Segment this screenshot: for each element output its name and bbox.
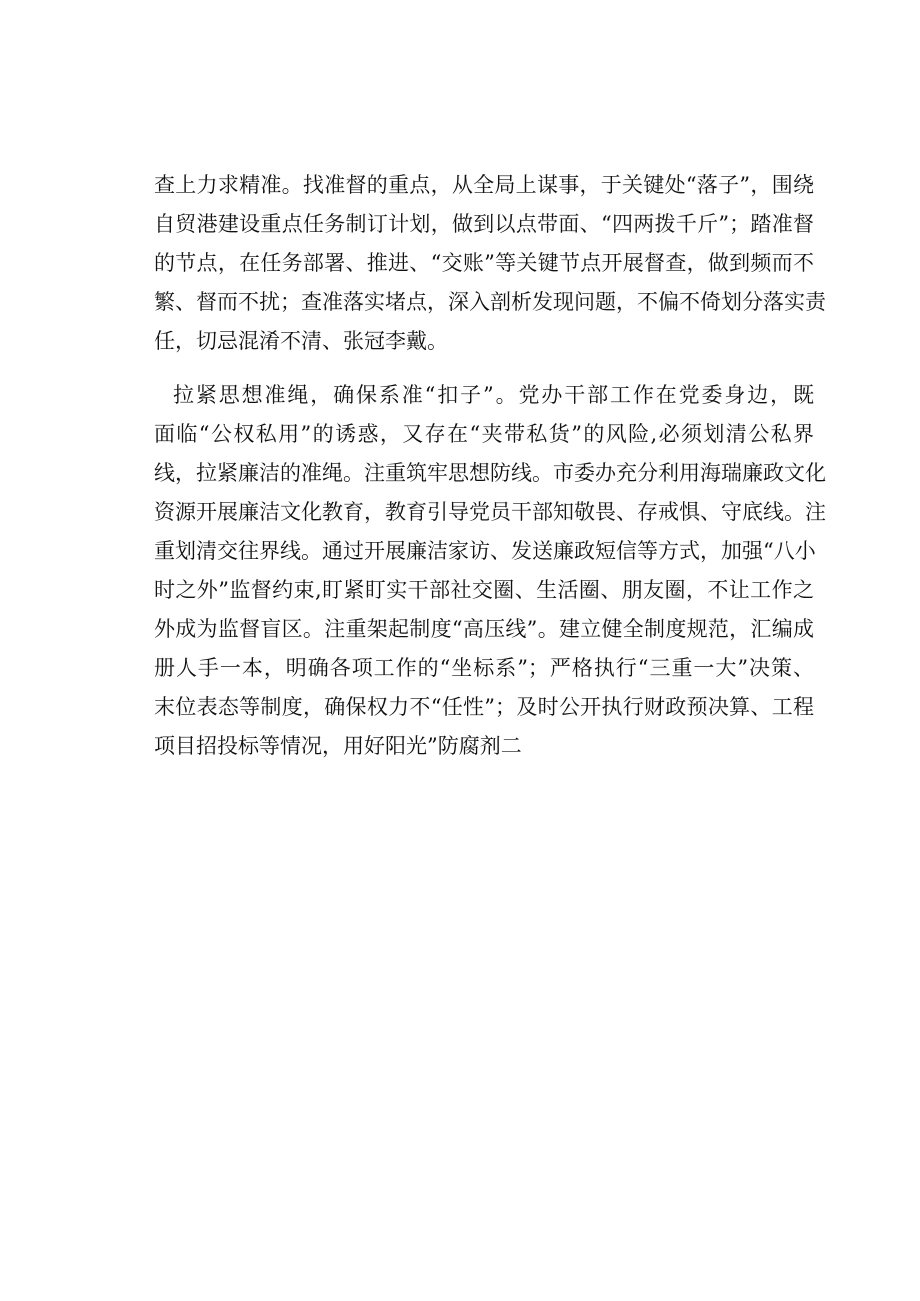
text-line: 拉紧思想准绳，确保系准“扣子”。党办干部工作在党委身边，既 xyxy=(173,383,814,407)
text-line: 册人手一本，明确各项工作的“坐标系”；严格执行“三重一大”决策、 xyxy=(154,656,814,680)
paragraph-1 xyxy=(154,166,826,361)
text-line: 时之外”监督约束,盯紧盯实干部社交圈、生活圈、朋友圈，不让工作之 xyxy=(154,578,814,602)
text-line: 资源开展廉洁文化教育，教育引导党员干部知敬畏、存戒惧、守底线。注 xyxy=(154,500,826,524)
text-line: 查上力求精准。找准督的重点，从全局上谋事，于关键处“落子”，围绕 xyxy=(154,173,814,197)
text-line: 的节点，在任务部署、推进、“交账”等关键节点开展督查，做到频而不 xyxy=(154,251,814,275)
text-line: 末位表态等制度，确保权力不“任性”；及时公开执行财政预决算、工程 xyxy=(154,695,814,719)
text-line: 重划清交往界线。通过开展廉洁家访、发送廉政短信等方式，加强“八小 xyxy=(154,539,816,563)
text-line: 任，切忌混淆不清、张冠李戴。 xyxy=(154,329,448,353)
text-line: 线，拉紧廉洁的准绳。注重筑牢思想防线。市委办充分利用海瑞廉政文化 xyxy=(154,461,826,485)
paragraph-2 xyxy=(154,376,826,766)
paragraph-gap xyxy=(154,361,814,376)
text-line: 自贸港建设重点任务制订计划，做到以点带面、“四两拨千斤”；踏准督 xyxy=(154,212,814,236)
document-body xyxy=(154,166,826,766)
text-line: 项目招投标等情况，用好阳光”防腐剂二 xyxy=(154,734,522,758)
text-line: 繁、督而不扰；查准落实堵点，深入剖析发现问题，不偏不倚划分落实责 xyxy=(154,290,826,314)
text-line: 面临“公权私用”的诱惑，又存在“夹带私货”的风险,必须划清公私界 xyxy=(154,422,814,446)
text-line: 外成为监督盲区。注重架起制度“高压线”。建立健全制度规范，汇编成 xyxy=(154,617,814,641)
